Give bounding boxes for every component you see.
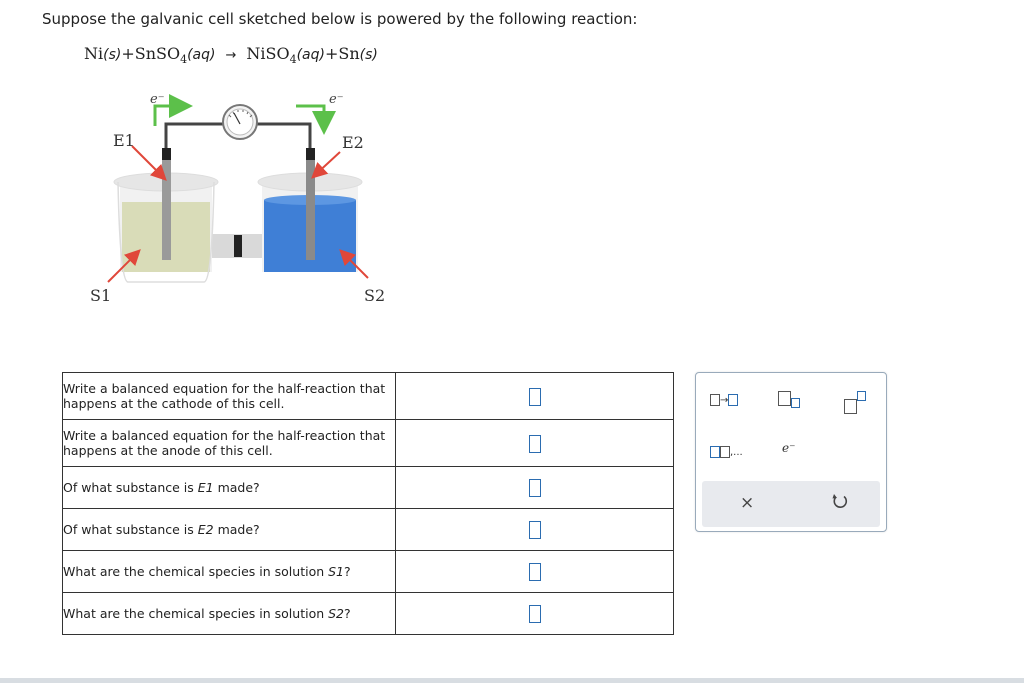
galvanic-cell-diagram xyxy=(80,82,400,312)
subscript-box-icon xyxy=(791,398,800,408)
question-table xyxy=(62,372,674,635)
label-e1: E1 xyxy=(113,131,135,150)
question-variable: S2 xyxy=(328,606,344,621)
state-label: (s) xyxy=(103,47,122,63)
pointer-e2 xyxy=(314,152,340,176)
question-anode: Write a balanced equation for the half-reaction that happens at the anode of this cell. xyxy=(63,420,396,467)
electron-button[interactable]: e⁻ xyxy=(782,441,796,455)
undo-icon[interactable] xyxy=(830,491,850,515)
question-variable: S1 xyxy=(328,564,344,579)
answer-input-s1[interactable] xyxy=(529,563,541,581)
subscript: 4 xyxy=(180,53,188,67)
question-cathode: Write a balanced equation for the half-reaction that happens at the cathode of this cell. xyxy=(63,373,396,420)
electrode-e1 xyxy=(162,148,171,260)
answer-input-e2[interactable] xyxy=(529,521,541,539)
question-row xyxy=(63,551,674,593)
question-row xyxy=(63,509,674,551)
label-s1: S1 xyxy=(90,286,112,305)
reactant-ni: Ni xyxy=(84,44,104,63)
product-niso4: NiSO xyxy=(246,44,290,63)
bottom-bar xyxy=(0,678,1024,683)
box-icon xyxy=(720,446,730,458)
question-variable: E1 xyxy=(197,480,214,495)
reactant-snso4: SnSO xyxy=(134,44,181,63)
question-e1 xyxy=(63,467,396,509)
box-icon xyxy=(710,446,720,458)
question-s1 xyxy=(63,551,396,593)
state-label: (aq) xyxy=(187,47,216,63)
state-label: (s) xyxy=(359,47,378,63)
reaction-arrow-button[interactable] xyxy=(710,393,738,406)
question-text: Of what substance is xyxy=(63,480,198,495)
question-text: made? xyxy=(213,522,260,537)
superscript-box-icon xyxy=(857,391,866,401)
electron-label-left: e⁻ xyxy=(150,92,165,107)
list-button[interactable] xyxy=(710,445,743,458)
answer-input-e1[interactable] xyxy=(529,479,541,497)
answer-input-cathode[interactable] xyxy=(529,388,541,406)
voltmeter-icon xyxy=(223,105,257,139)
box-icon xyxy=(844,399,857,414)
label-s2: S2 xyxy=(364,286,386,305)
box-icon xyxy=(728,394,738,406)
answer-input-anode[interactable] xyxy=(529,435,541,453)
wire-left xyxy=(166,124,226,148)
question-s2 xyxy=(63,593,396,635)
question-e2 xyxy=(63,509,396,551)
electron-label-right: e⁻ xyxy=(329,92,344,107)
label-e2: E2 xyxy=(342,133,364,152)
reaction-arrow-icon: → xyxy=(225,48,237,63)
math-toolbar xyxy=(695,372,887,532)
toolbar-actions xyxy=(702,481,880,527)
state-label: (aq) xyxy=(296,47,325,63)
question-row xyxy=(63,593,674,635)
subscript: 4 xyxy=(289,53,297,67)
question-text: ? xyxy=(344,564,351,579)
reaction-equation xyxy=(84,44,378,66)
answer-input-s2[interactable] xyxy=(529,605,541,623)
product-sn: Sn xyxy=(338,44,360,63)
question-row xyxy=(63,373,674,420)
ellipsis-icon: ,... xyxy=(730,447,743,458)
question-text: What are the chemical species in solution xyxy=(63,606,329,621)
question-text: Of what substance is xyxy=(63,522,198,537)
problem-prompt: Suppose the galvanic cell sketched below is powered by the following reaction: xyxy=(42,10,638,28)
electrode-e2 xyxy=(306,148,315,260)
question-text: What are the chemical species in solution xyxy=(63,564,329,579)
question-row xyxy=(63,420,674,467)
box-icon xyxy=(710,394,720,406)
question-text: made? xyxy=(213,480,260,495)
question-variable: E2 xyxy=(197,522,214,537)
plus-sign: + xyxy=(324,44,339,63)
clear-icon[interactable]: × xyxy=(740,493,755,513)
box-icon xyxy=(778,391,791,406)
wire-right xyxy=(254,124,310,148)
question-text: ? xyxy=(344,606,351,621)
plus-sign: + xyxy=(121,44,135,63)
arrow-icon: → xyxy=(720,395,729,406)
superscript-button[interactable] xyxy=(844,391,866,414)
question-row xyxy=(63,467,674,509)
subscript-button[interactable] xyxy=(778,391,800,408)
